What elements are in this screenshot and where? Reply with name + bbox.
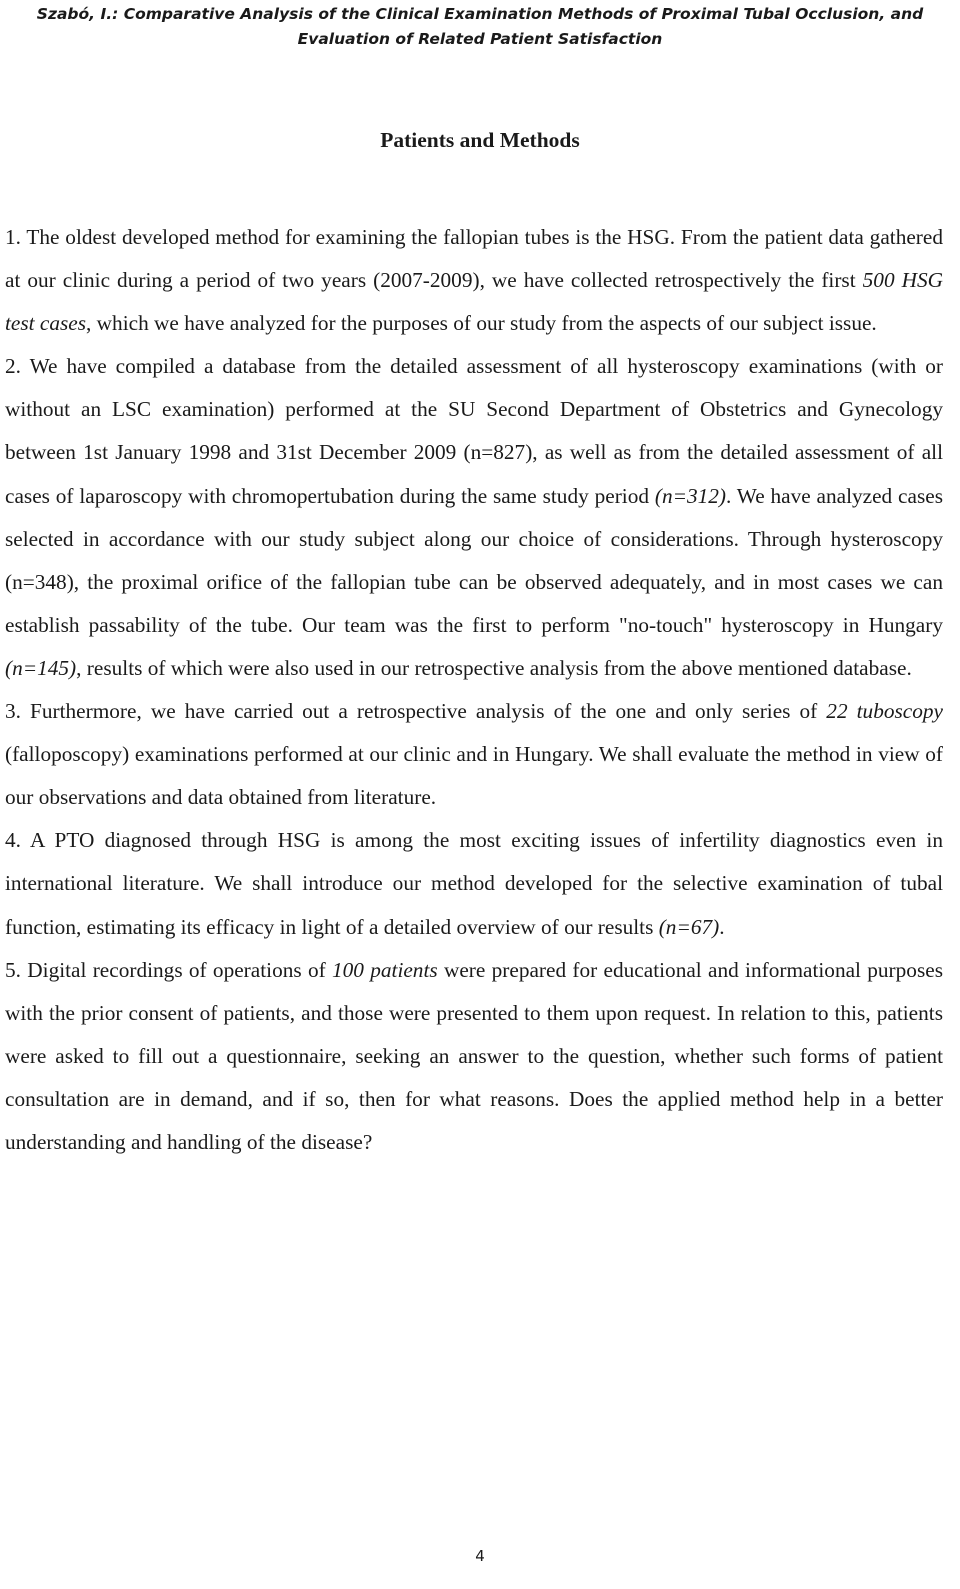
paragraph-3-text: 3. Furthermore, we have carried out a retrospective analysis of the one and only series of	[5, 699, 827, 724]
paragraph-2-text-end: , results of which were also used in our retrospective analysis from the above mentioned database.	[76, 655, 912, 680]
paragraph-1	[5, 216, 943, 345]
paragraph-4-text: 4. A PTO diagnosed through HSG is among the most exciting issues of infertility diagnostics even in international literature. We shall introduce our method developed for the selective examination of tubal function, estimating its efficacy in light of a detailed overview of our results	[5, 828, 943, 939]
paragraph-5-emphasis: 100 patients	[331, 957, 438, 982]
paragraph-1-text: 1. The oldest developed method for examining the fallopian tubes is the HSG. From the patient data gathered at our clinic during a period of two years (2007-2009), we have collected retrospectively the first	[5, 225, 943, 293]
paragraph-3-emphasis: 22 tuboscopy	[826, 699, 943, 724]
body-text	[5, 216, 943, 1164]
paragraph-4-text-end: .	[719, 914, 725, 939]
paragraph-4-emphasis: (n=67)	[658, 914, 720, 939]
paragraph-3-text-end: (falloposcopy) examinations performed at our clinic and in Hungary. We shall evaluate the method in view of our observations and data obtained from literature.	[5, 742, 943, 810]
section-title: Patients and Methods	[380, 128, 580, 152]
running-header-line-2: Evaluation of Related Patient Satisfaction	[297, 30, 663, 48]
paragraph-1-text-end: , which we have analyzed for the purposes of our study from the aspects of our subject issue.	[86, 311, 877, 336]
paragraph-2-emphasis-1: (n=312)	[654, 483, 727, 508]
running-header	[0, 2, 960, 52]
paragraph-2	[5, 345, 943, 690]
paragraph-3	[5, 690, 943, 819]
paragraph-5-text-end: were prepared for educational and informational purposes with the prior consent of patients, and those were presented to them upon request. In relation to this, patients were asked to fill out a questionnaire, seeking an answer to the question, whether such forms of patient consultation are in demand, and if so, then for what reasons. Does the applied method help in a better understanding and handling of the disease?	[5, 957, 943, 1154]
paragraph-2-emphasis-2: (n=145)	[5, 655, 77, 680]
paragraph-4	[5, 819, 943, 948]
paragraph-5-text: 5. Digital recordings of operations of	[5, 957, 332, 982]
page-number: 4	[475, 1547, 485, 1565]
running-header-line-1: Szabó, I.: Comparative Analysis of the Clinical Examination Methods of Proximal Tubal Occlusion, and	[36, 5, 924, 23]
paragraph-2-text: 2. We have compiled a database from the detailed assessment of all hysteroscopy examinations (with or without an LSC examination) performed at the SU Second Department of Obstetrics and Gynecology between 1st January 1998 and 31st December 2009 (n=827), as well as from the detailed assessment of all cases of laparoscopy with chromopertubation during the same study period	[5, 354, 943, 508]
paragraph-2-text-middle: . We have analyzed cases selected in accordance with our study subject along our choice of considerations. Through hysteroscopy (n=348), the proximal orifice of the fallopian tube can be observed adequately, and in most cases we can establish passability of the tube. Our team was the first to perform "no-touch" hysteroscopy in Hungary	[5, 483, 943, 637]
paragraph-5	[5, 949, 943, 1164]
paragraph-1-emphasis: 500 HSG test cases	[5, 268, 943, 336]
